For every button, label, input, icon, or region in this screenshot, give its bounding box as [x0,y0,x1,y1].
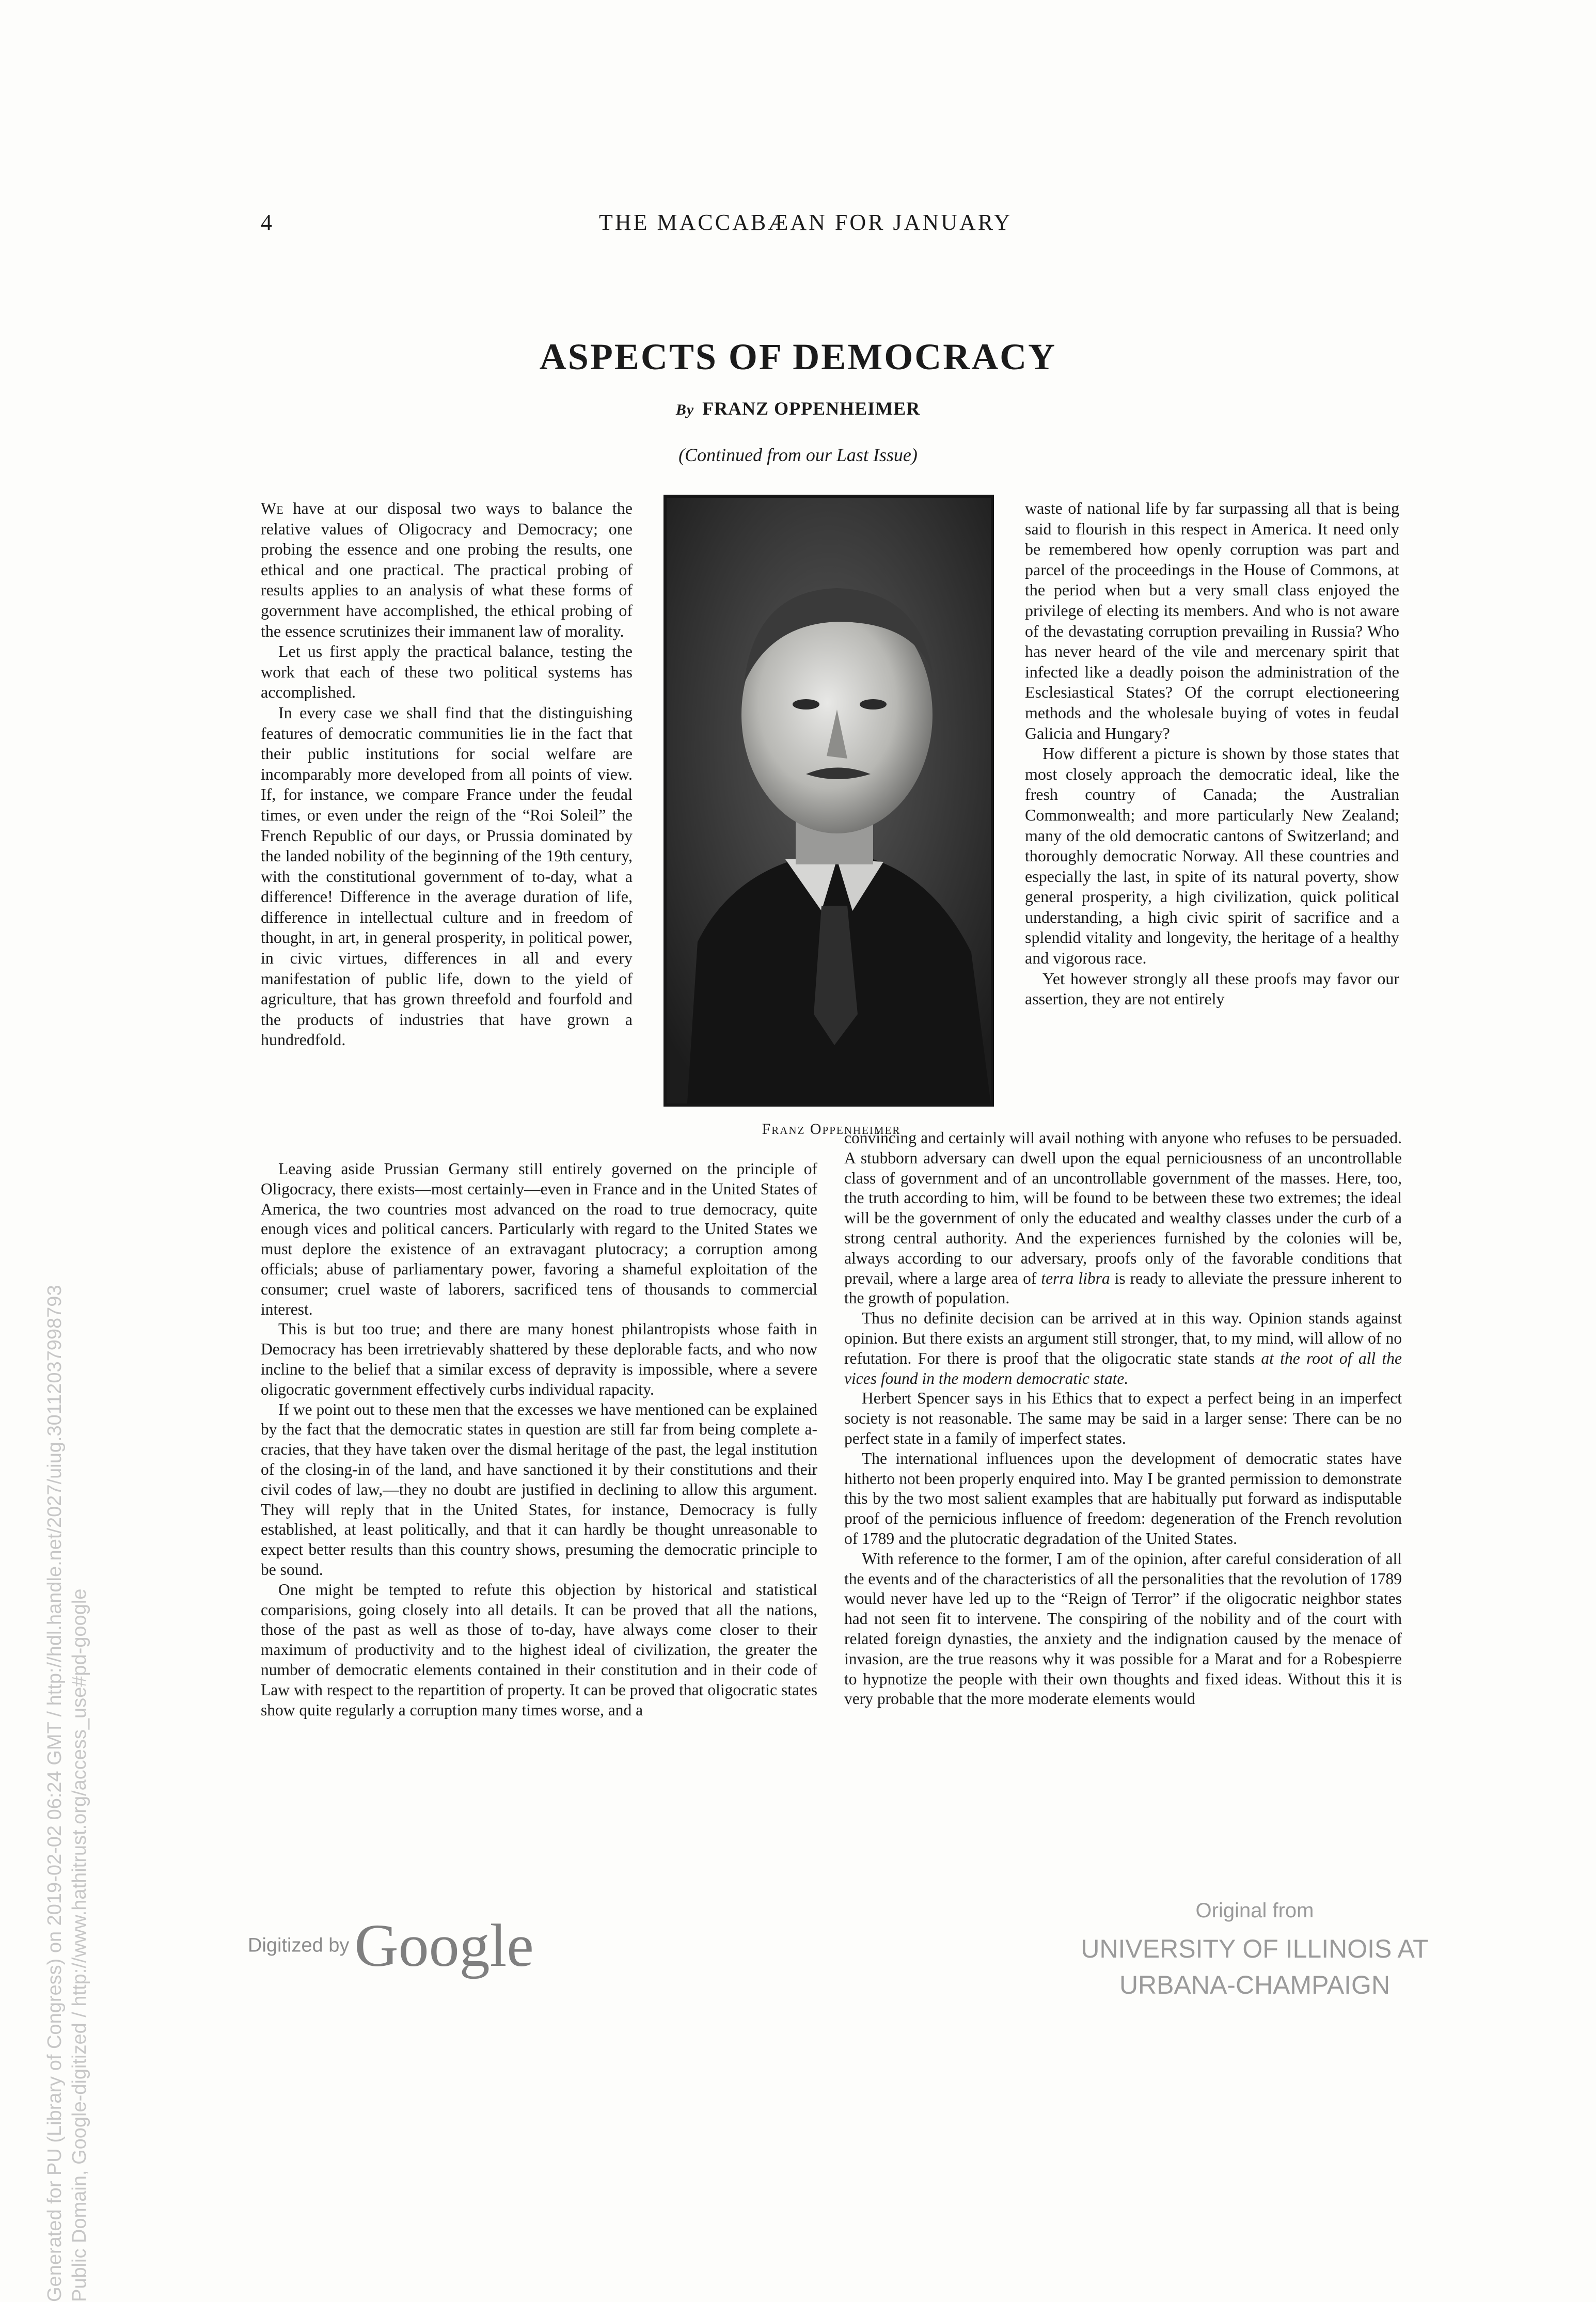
paragraph: convincing and certainly will avail nothing with anyone who refuses to be persuaded. A stubborn adversary can dwell upon the equal perniciousness of an uncontrollable class of government and of an uncontrollable government of the masses. Here, too, the truth according to him, will be found to be between these two extremes; the ideal will be the government of only the educated and wealthy classes under the curb of a strong central authority. And the experiences furnished by the colonies will be, always according to our adversary, proofs only of the favorable conditions that prevail, where a large area of terra libra is ready to alleviate the pressure inherent to the growth of population. [844,1129,1402,1307]
paragraph: The international influences upon the development of democratic states have hitherto not been properly enquired into. May I be granted permission to demonstrate this by the two most salient examples that are habitually put forward as indisputable proof of the pernicious influence of freedom: degeneration of the French revolution of 1789 and the plutocratic degradation of the United States. [844,1449,1402,1548]
lower-left-column [261,1159,817,1720]
paragraph: Herbert Spencer says in his Ethics that to expect a perfect being in an imperfect society is not reasonable. The same may be said in a larger sense: There can be no perfect state in a family of imperfect states. [844,1389,1402,1447]
author-name: FRANZ OPPENHEIMER [702,398,921,419]
running-title: THE MACCABÆAN FOR JANUARY [599,210,1013,235]
right-column [1025,498,1399,1010]
google-digitized-mark [248,1911,534,1981]
digitized-by-label: Digitized by [248,1934,350,1957]
photo-caption: Franz Oppenheimer [762,1121,901,1138]
lower-right-column [844,1128,1402,1709]
paragraph: Thus no definite decision can be arrived at in this way. Opinion stands against opinion. But there exists an argument still stronger, that, to my mind, will allow of no refutation. For there is proof that the oligocratic state stands at the root of all the vices found in the modern democratic state. [844,1309,1402,1387]
left-column [261,498,633,1050]
original-from-label: Original from [1195,1899,1314,1922]
university-label: UNIVERSITY OF ILLINOIS AT [1081,1934,1429,1963]
continued-note: (Continued from our Last Issue) [678,445,918,465]
paragraph: With reference to the former, I am of the opinion, after careful consideration of all the events and of the characteristics of all the personalities that the revolution of 1789 would never have led up to the “Reign of Terror” if the oligocratic neighbor states had not seen fit to intervene. The conspiring of the nobility and of the court with related foreign dynasties, the anxiety and the indignation caused by the menace of invasion, are the true reasons why it was possible for a Marat and for a Robespierre to hypnotize the people with their own thoughts and fixed ideas. Without this it is very probable that the more moderate elements would [844,1549,1402,1708]
sidebar-line: Public Domain, Google-digitized / http://www.hathitrust.org/access_use#pd-google [69,1588,90,2302]
campus-label: URBANA-CHAMPAIGN [1119,1970,1390,1999]
paragraph: Yet however strongly all these proofs may favor our assertion, they are not entirely [1025,969,1399,1008]
portrait-image [667,498,991,1103]
portrait-photo [663,495,994,1107]
paragraph: Leaving aside Prussian Germany still entirely governed on the principle of Oligocracy, there exists—most certainly—even in France and in the United States of America, the two countries most advanced on the road to true democracy, quite enough vices and political cancers. Particularly with regard to the United States we must deplore the existence of an extravagant plutocracy; a corruption among officials; abuse of parliamentary power, favoring a shameful exploitation of the consumer; cruel waste of laborers, sacrificed tens of thousands to commercial interest. [261,1160,817,1318]
google-logo: Google [354,1912,534,1979]
hathitrust-sidebar [42,391,92,2302]
sidebar-line: Generated for PU (Library of Congress) on 2019-02-02 06:24 GMT / http://hdl.handle.net/2027/uiug.30112037998793 [44,1285,66,2302]
page-number: 4 [261,210,272,235]
paragraph: Let us first apply the practical balance, testing the work that each of these two political systems has accomplished. [261,642,633,702]
paragraph: If we point out to these men that the excesses we have mentioned can be explained by the fact that the democratic states in question are still far from being complete a-cracies, that they have taken over the dismal heritage of the past, the legal institution of the closing-in of the land, and have sanctioned it by their constitutions and their civil codes of law,—they no doubt are justified in declining to allow this argument. They will reply that in the United States, for instance, Democracy is fully established, at least politically, and that it can hardly be thought unreasonable to expect better results than this country shows, presuming the democratic principle to be sound. [261,1400,817,1579]
paragraph: We have at our disposal two ways to balance the relative values of Oligocracy and Democracy; one probing the essence and one probing the results, one ethical and one practical. The practical probing of results applies to an analysis of what these forms of government have accomplished, the ethical probing of the essence scrutinizes their immanent law of morality. [261,499,633,640]
lead-word: We [261,499,283,517]
byline-by: By [675,401,694,418]
paragraph: This is but too true; and there are many honest philantropists whose faith in Democracy has been irretrievably shattered by these deplorable facts, and who now incline to the belief that a similar excess of depravity is impossible, where a severe oligocratic government effectively curbs individual rapacity. [261,1320,817,1398]
paragraph: waste of national life by far surpassing all that is being said to flourish in this respect in America. It need only be remembered how openly corruption was part and parcel of the proceedings in the House of Commons, at the period when but a very small class enjoyed the privilege of electing its members. And who is not aware of the devastating corruption prevailing in Russia? Who has never heard of the vile and mercenary spirit that infected like a deadly poison the administration of the Esclesiastical States? Of the corrupt electioneering methods and the wholesale buying of votes in feudal Galicia and Hungary? [1025,499,1399,743]
paragraph: One might be tempted to refute this objection by historical and statistical comparisions, going closely into all details. It can be proved that all the nations, those of the past as well as those of to-day, have always come closer to their maximum of productivity and to the highest ideal of civilization, the greater the number of democratic elements contained in their constitution and in their code of Law with respect to the repartition of property. It can be proved that oligocratic states show quite regularly a corruption many times worse, and a [261,1580,817,1719]
paragraph: How different a picture is shown by those states that most closely approach the democratic ideal, like the fresh country of Canada; the Australian Commonwealth; and more particularly New Zealand; many of the old democratic cantons of Switzerland; and thoroughly democratic Norway. All these countries and especially the last, in spite of its natural poverty, show general prosperity, a high civilization, quick political understanding, a high civic spirit of sacrifice and a splendid vitality and longevity, the heritage of a healthy and vigorous race. [1025,744,1399,968]
article-title: ASPECTS OF DEMOCRACY [539,336,1057,377]
paragraph: In every case we shall find that the distinguishing features of democratic communities lie in the fact that their public institutions for social welfare are incomparably more developed from all points of view. If, for instance, we compare France under the feudal times, or even under the reign of the “Roi Soleil” the French Republic of our days, or Prussia dominated by the landed nobility of the beginning of the 19th century, with the constitutional government of to-day, what a difference! Difference in the average duration of life, difference in intellectual culture and in freedom of thought, in art, in general prosperity, in political power, in civic virtues, differences in all and every manifestation of public life, down to the yield of agriculture, that has grown threefold and fourfold and the products of industries that have grown a hundredfold. [261,703,633,1049]
byline [0,398,1596,419]
